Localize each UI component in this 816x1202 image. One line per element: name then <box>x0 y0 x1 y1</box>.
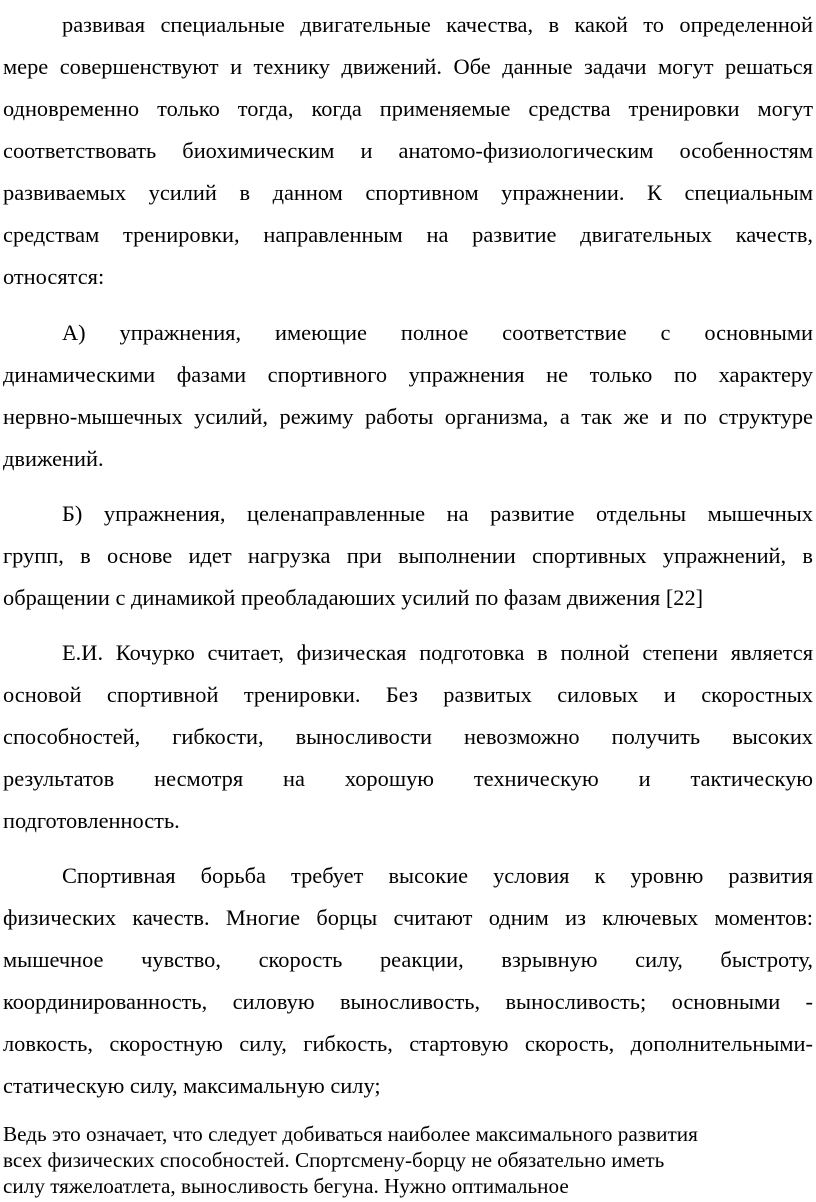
text-line: средствам тренировки, направленным на развитие двигательных качеств, <box>3 222 813 247</box>
text-line: основой спортивной тренировки. Без развитых силовых и скоростных <box>3 682 813 707</box>
text-line: развивая специальные двигательные качества, в какой то определенной <box>62 12 813 37</box>
text-line: ловкость, скоростную силу, гибкость, стартовую скорость, дополнительными- <box>3 1031 813 1056</box>
text-line: одновременно только тогда, когда применяемые средства тренировки могут <box>3 96 813 121</box>
text-line: всех физических способностей. Спортсмену-борцу не обязательно иметь <box>3 1148 665 1172</box>
text-line: физических качеств. Многие борцы считают одним из ключевых моментов: <box>3 905 813 930</box>
text-line: динамическими фазами спортивного упражнения не только по характеру <box>3 362 813 387</box>
text-line: обращении с динамикой преобладаюших усилий по фазам движения [22] <box>3 585 704 610</box>
text-line: силу тяжелоатлета, выносливость бегуна. Нужно оптимальное <box>3 1174 569 1198</box>
text-line: Е.И. Кочурко считает, физическая подготовка в полной степени является <box>62 640 813 665</box>
text-line: развиваемых усилий в данном спортивном упражнении. К специальным <box>3 180 813 205</box>
text-line: результатов несмотря на хорошую техническую и тактическую <box>3 766 813 791</box>
text-line: движений. <box>3 446 104 471</box>
text-line: способностей, гибкости, выносливости невозможно получить высоких <box>3 724 813 749</box>
text-line: относятся: <box>3 264 105 289</box>
text-line: групп, в основе идет нагрузка при выполнении спортивных упражнений, в <box>3 543 813 568</box>
text-line: нервно-мышечных усилий, режиму работы организма, а так же и по структуре <box>3 404 813 429</box>
text-line: Спортивная борьба требует высокие условия к уровню развития <box>62 863 813 888</box>
text-line: А) упражнения, имеющие полное соответствие с основными <box>62 320 813 345</box>
text-line: соответствовать биохимическим и анатомо-физиологическим особенностям <box>3 138 813 163</box>
text-line: Б) упражнения, целенаправленные на развитие отдельны мышечных <box>62 501 813 526</box>
text-line: подготовленность. <box>3 808 180 833</box>
text-line: мышечное чувство, скорость реакции, взрывную силу, быстроту, <box>3 947 813 972</box>
text-line: мере совершенствуют и технику движений. Обе данные задачи могут решаться <box>3 54 813 79</box>
text-line: статическую силу, максимальную силу; <box>3 1073 381 1098</box>
text-line: Ведь это означает, что следует добиваться наиболее максимального развития <box>3 1122 698 1146</box>
text-line: координированность, силовую выносливость, выносливость; основными - <box>3 989 813 1014</box>
